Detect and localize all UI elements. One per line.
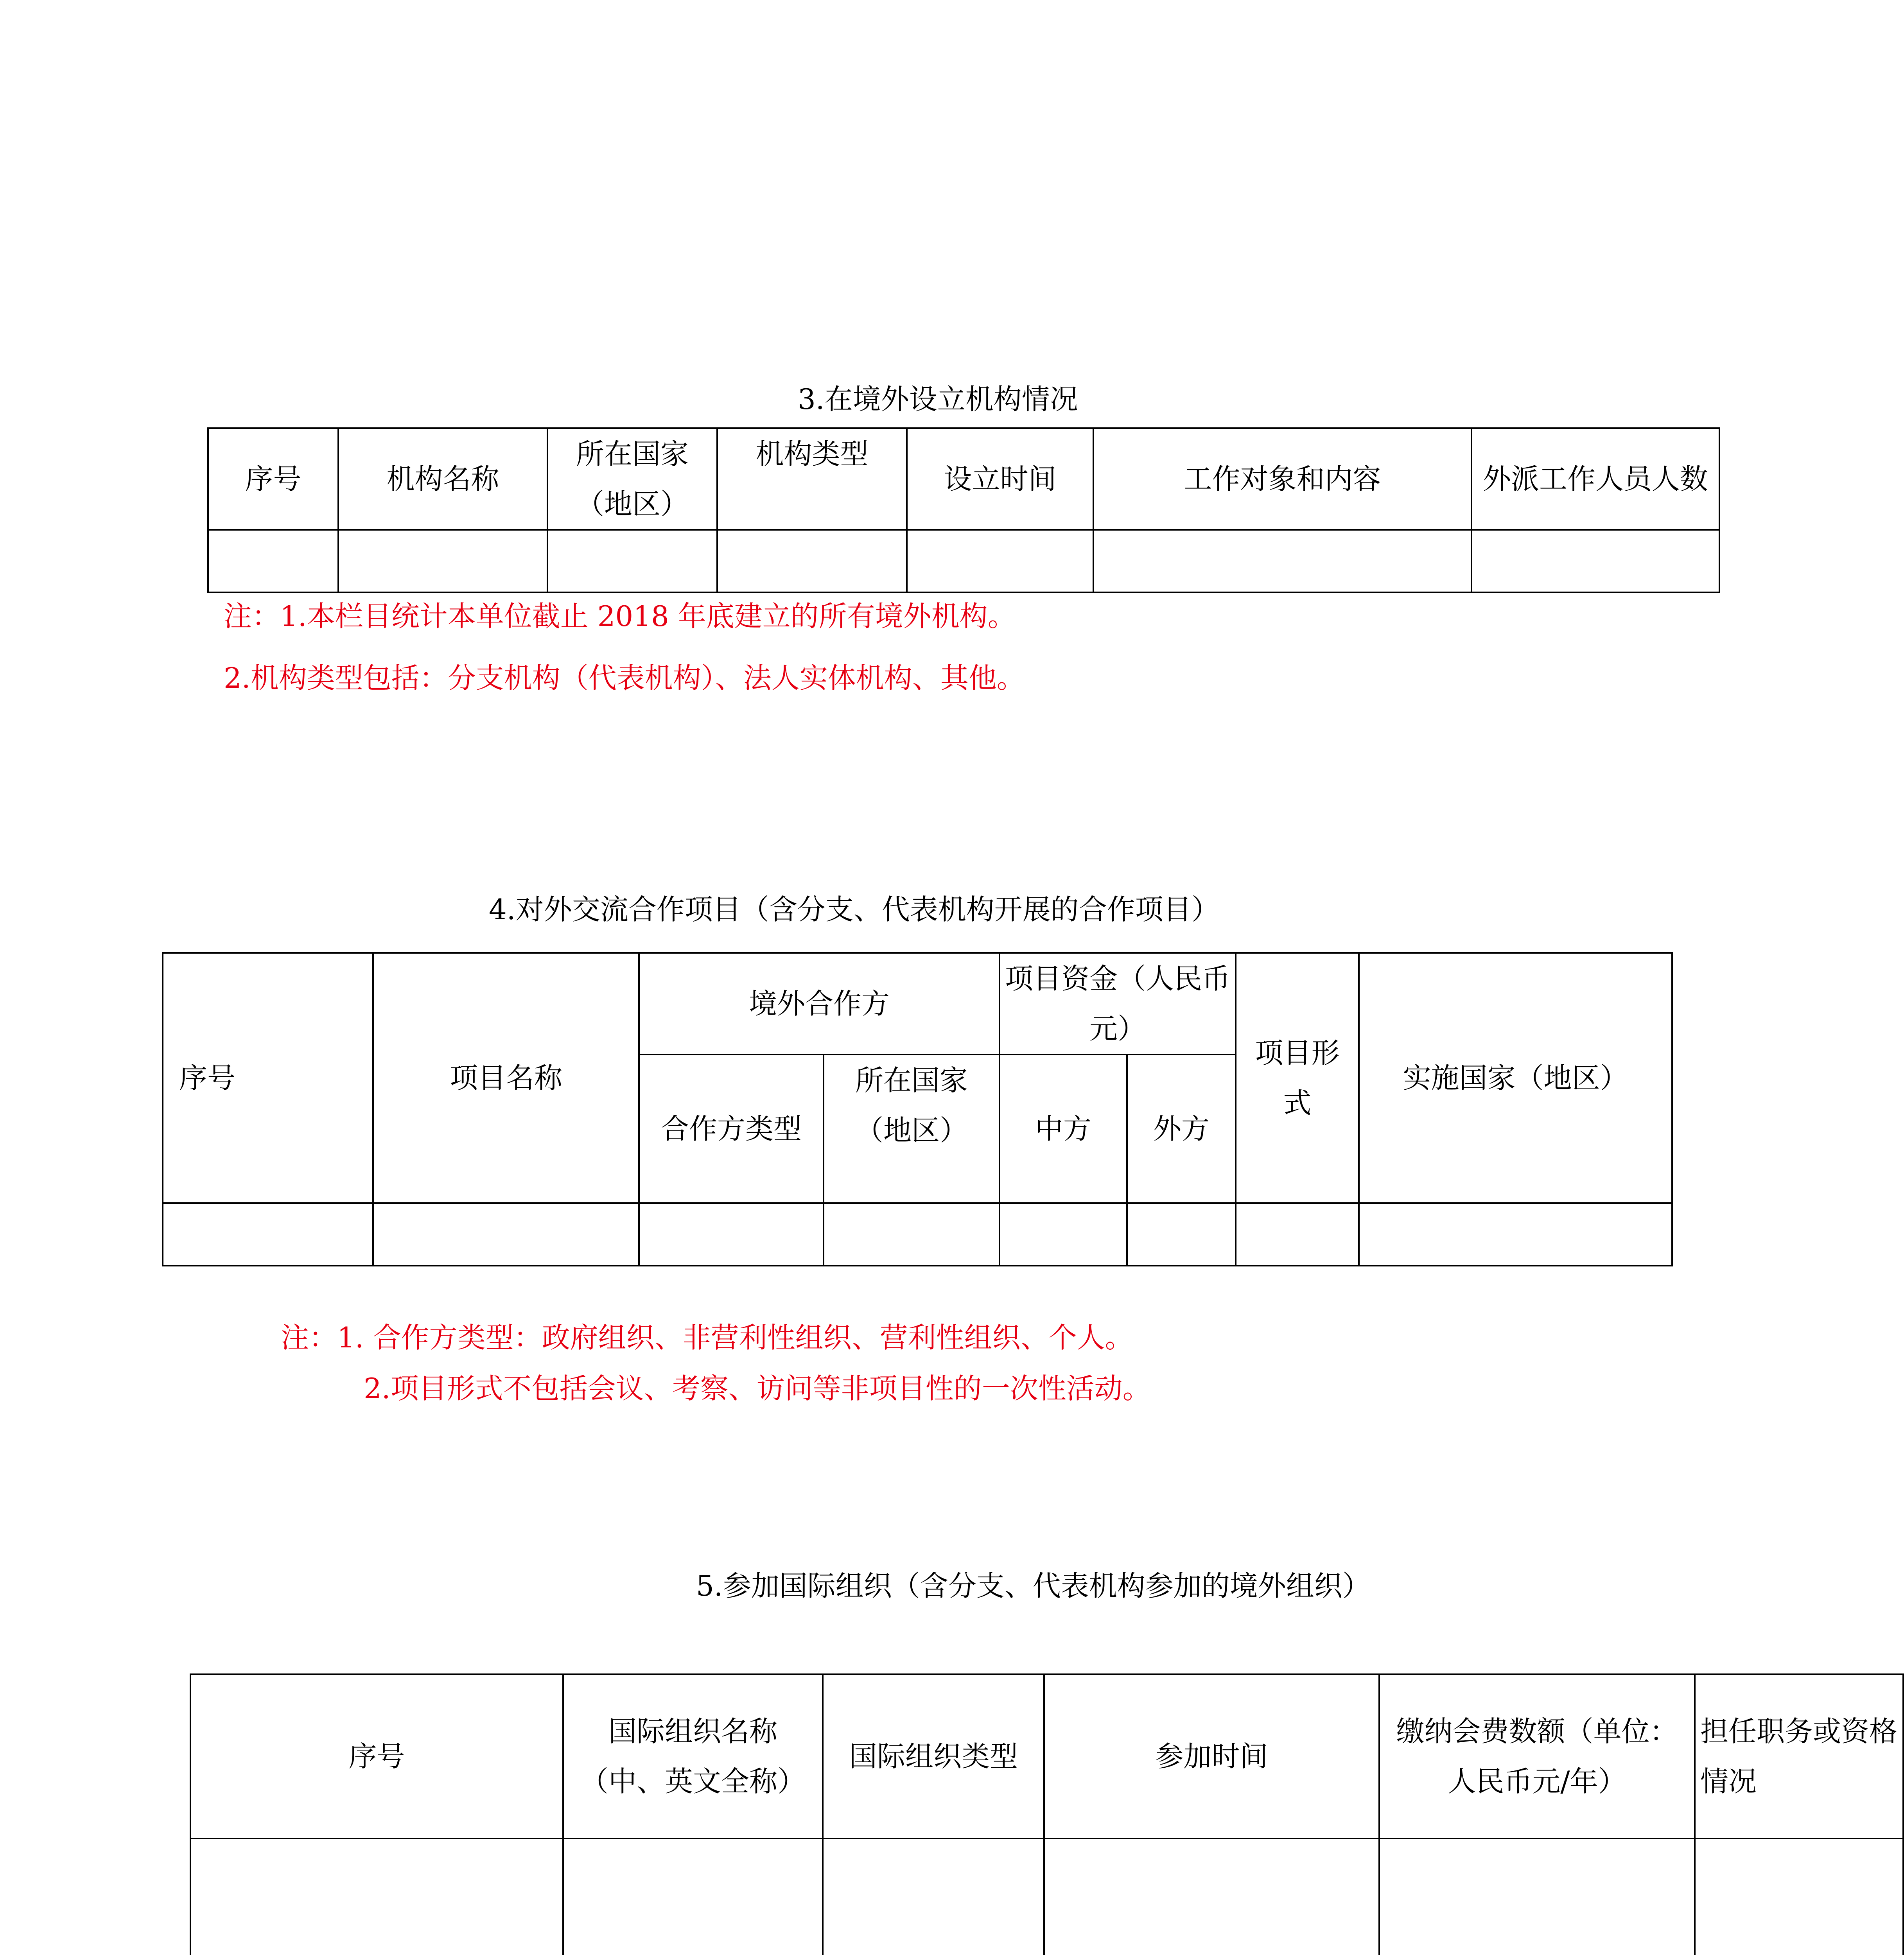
header-funds-group: 项目资金（人民币元） [1000,953,1236,1055]
header-seq: 序号 [190,1674,563,1838]
header-staff-count: 外派工作人员人数 [1472,428,1719,530]
header-impl-country: 实施国家（地区） [1359,953,1672,1203]
table-cell [208,530,338,592]
section3-title: 3.在境外设立机构情况 [798,383,1078,416]
table-cell [1695,1838,1903,1955]
header-org-name: 机构名称 [338,428,547,530]
section3-table [207,427,1720,593]
table-row [163,1203,1672,1266]
header-seq: 序号 [163,953,373,1203]
header-position-status: 担任职务或资格情况 [1695,1674,1903,1838]
header-partner-group: 境外合作方 [639,953,1000,1055]
header-partner-type: 合作方类型 [639,1055,824,1203]
header-funds-china: 中方 [1000,1055,1127,1203]
header-setup-time: 设立时间 [907,428,1093,530]
header-org-type: 机构类型 [717,428,907,530]
table-cell [1236,1203,1359,1266]
header-country: 所在国家（地区） [547,428,717,530]
section3-note-2: 2.机构类型包括：分支机构（代表机构）、法人实体机构、其他。 [224,662,1025,694]
table-cell [1472,530,1719,592]
header-intl-org-name: 国际组织名称（中、英文全称） [563,1674,823,1838]
section4-note-2: 2.项目形式不包括会议、考察、访问等非项目性的一次性活动。 [364,1372,1151,1405]
table-row [208,530,1719,592]
section4-title: 4.对外交流合作项目（含分支、代表机构开展的合作项目） [489,893,1220,926]
table-cell [1093,530,1472,592]
table-cell [563,1838,823,1955]
table-cell [824,1203,1000,1266]
table-cell [907,530,1093,592]
header-seq: 序号 [208,428,338,530]
section5-table [190,1673,1904,1955]
table-cell [639,1203,824,1266]
table-cell [1359,1203,1672,1266]
table-cell [1044,1838,1379,1955]
header-partner-country: 所在国家（地区） [824,1055,1000,1203]
header-work-content: 工作对象和内容 [1093,428,1472,530]
table-cell [373,1203,639,1266]
header-membership-fee: 缴纳会费数额（单位：人民币元/年） [1379,1674,1695,1838]
section5-title: 5.参加国际组织（含分支、代表机构参加的境外组织） [696,1569,1371,1602]
section4-note-1: 注：1. 合作方类型：政府组织、非营利性组织、营利性组织、个人。 [281,1321,1133,1354]
table-row [190,1838,1903,1955]
table-cell [338,530,547,592]
section3-note-1: 注：1.本栏目统计本单位截止 2018 年底建立的所有境外机构。 [224,600,1016,633]
table-cell [1127,1203,1236,1266]
table-cell [1000,1203,1127,1266]
header-intl-org-type: 国际组织类型 [823,1674,1044,1838]
header-project-form: 项目形式 [1236,953,1359,1203]
header-funds-foreign: 外方 [1127,1055,1236,1203]
table-cell [190,1838,563,1955]
table-cell [1379,1838,1695,1955]
table-cell [163,1203,373,1266]
section4-table [162,952,1673,1266]
header-join-time: 参加时间 [1044,1674,1379,1838]
table-cell [547,530,717,592]
header-project-name: 项目名称 [373,953,639,1203]
table-cell [717,530,907,592]
table-cell [823,1838,1044,1955]
